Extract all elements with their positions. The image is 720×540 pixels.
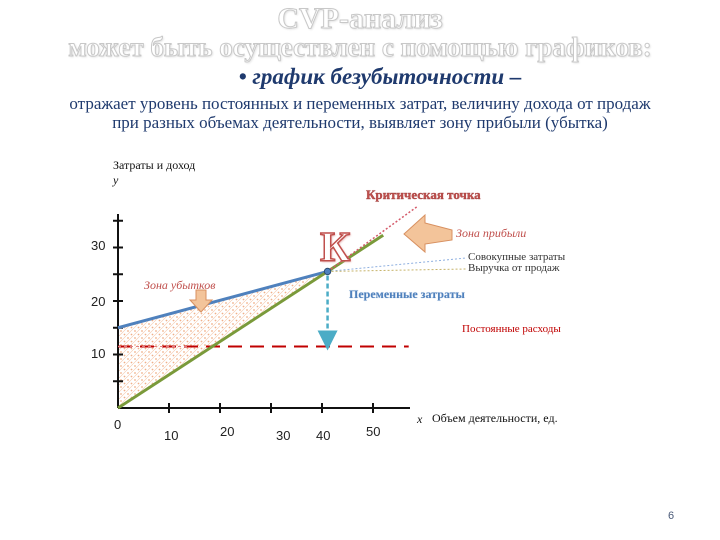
y-axis-caption: Затраты и доход: [113, 158, 196, 172]
slide-subtitle: может быть осуществлен с помощью графиков:: [68, 32, 652, 62]
k-point-letter: К: [320, 225, 351, 271]
profit-zone-label: Зона прибыли: [456, 226, 527, 240]
revenue-label: Выручка от продаж: [468, 262, 560, 274]
chart-plot-area: [113, 206, 466, 413]
y-axis-symbol: у: [113, 173, 119, 187]
origin-label: 0: [114, 417, 122, 432]
description-line-2: при разных объемах деятельности, выявляет зону прибыли (убытка): [112, 113, 608, 132]
x-tick-label: 30: [276, 428, 291, 443]
critical-point-label: Критическая точка: [366, 187, 481, 202]
x-axis-symbol: х: [417, 412, 423, 426]
x-tick-label: 10: [164, 428, 179, 443]
total-costs-label: Совокупные затраты: [468, 251, 566, 263]
x-axis-caption: Объем деятельности, ед.: [432, 411, 558, 425]
x-tick-label: 40: [316, 428, 331, 443]
bullet-marker: •: [238, 64, 247, 89]
description-line-1: отражает уровень постоянных и переменных затрат, величину дохода от продаж: [69, 94, 651, 113]
loss-zone-label: Зона убытков: [144, 278, 216, 292]
y-tick-label: 10: [91, 346, 106, 361]
y-tick-label: 30: [91, 238, 106, 253]
y-tick-label: 20: [91, 294, 106, 309]
fixed-costs-label: Постоянные расходы: [462, 323, 561, 335]
variable-costs-label: Переменные затраты: [349, 287, 465, 301]
x-tick-label: 50: [366, 424, 381, 439]
page-number: 6: [668, 510, 675, 522]
profit-zone-arrow: [404, 215, 452, 252]
slide-title: CVP-анализ: [277, 2, 443, 35]
bullet-title: график безубыточности –: [252, 64, 522, 89]
x-tick-label: 20: [220, 424, 235, 439]
